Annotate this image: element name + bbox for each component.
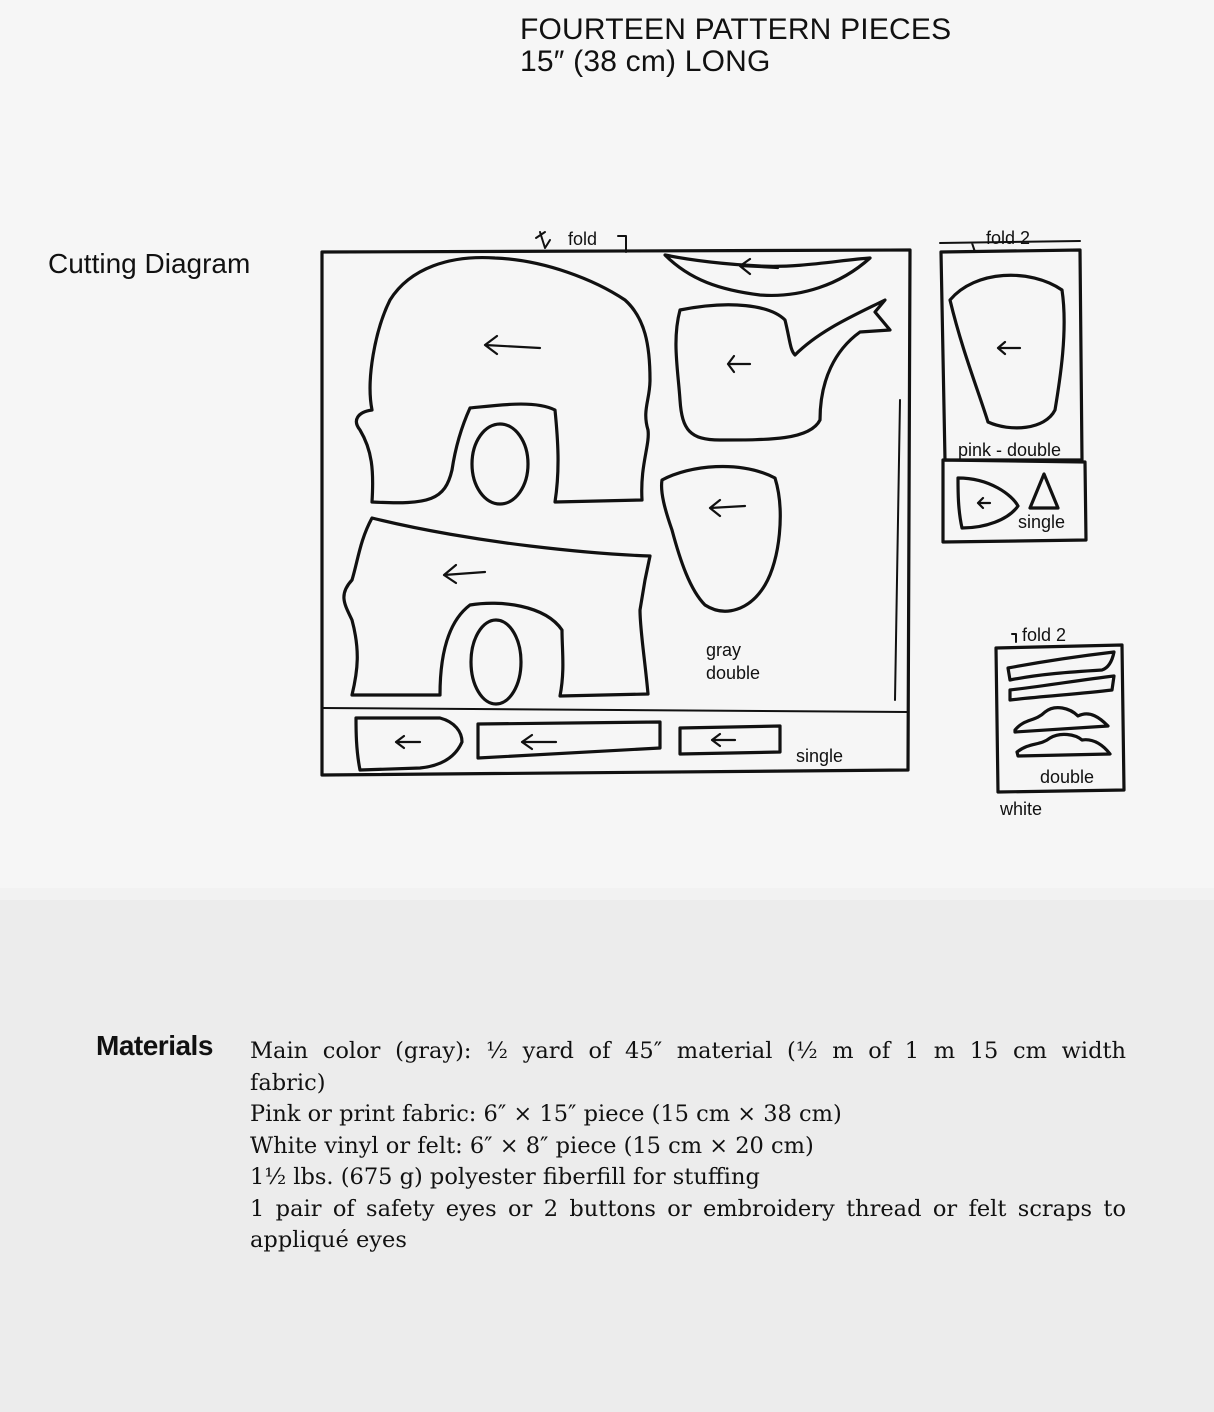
single-label-bottom: single bbox=[796, 746, 844, 766]
materials-item: fabric) bbox=[250, 1069, 326, 1096]
white-double-label: double bbox=[1040, 767, 1095, 787]
body-piece-2 bbox=[344, 518, 650, 696]
arrow-8 bbox=[712, 734, 735, 746]
main-frame-divider bbox=[322, 708, 908, 712]
arrow-5 bbox=[710, 500, 745, 516]
toenail-piece-1 bbox=[1015, 708, 1108, 732]
fold-2-top-label: fold 2 bbox=[986, 228, 1031, 248]
arrow-2 bbox=[444, 565, 485, 583]
fold-label: fold bbox=[568, 229, 598, 249]
gray-label: gray bbox=[706, 640, 742, 660]
materials-list bbox=[250, 1036, 1126, 1257]
hole-1 bbox=[472, 424, 528, 504]
materials-item: 1½ lbs. (675 g) polyester fiberfill for stuffing bbox=[250, 1164, 760, 1190]
main-frame-inner-line bbox=[895, 400, 900, 700]
strip-piece-1 bbox=[478, 722, 660, 758]
pink-triangle-piece bbox=[1030, 474, 1058, 508]
materials-item: White vinyl or felt: 6″ × 8″ piece (15 cm × 20 cm) bbox=[250, 1132, 814, 1159]
tusk-piece-2 bbox=[1010, 676, 1114, 700]
white-label: white bbox=[1000, 799, 1043, 819]
heading-line-1: FOURTEEN PATTERN PIECES bbox=[520, 13, 952, 46]
fold-2-bottom-label: fold 2 bbox=[1022, 625, 1067, 645]
fold-marker-left bbox=[536, 232, 550, 248]
single-label-right: single bbox=[1018, 512, 1066, 532]
arrow-4 bbox=[728, 356, 750, 372]
tusk-piece-1 bbox=[1008, 652, 1114, 680]
cutting-diagram-label: Cutting Diagram bbox=[48, 248, 251, 279]
arrow-6 bbox=[396, 736, 420, 748]
materials-item: 1 pair of safety eyes or 2 buttons or embroidery thread or felt scraps to bbox=[250, 1195, 1126, 1222]
gray-double-label: double bbox=[706, 663, 761, 683]
foot-piece bbox=[356, 718, 462, 770]
materials-title: Materials bbox=[96, 1030, 213, 1061]
materials-item: Main color (gray): ½ yard of 45″ material (½ m of 1 m 15 cm width bbox=[250, 1038, 1126, 1064]
pink-double-label: pink - double bbox=[958, 440, 1062, 460]
ear-piece bbox=[662, 466, 781, 611]
materials-item: Pink or print fabric: 6″ × 15″ piece (15 cm × 38 cm) bbox=[250, 1101, 842, 1127]
materials-item: appliqué eyes bbox=[250, 1227, 407, 1253]
crescent-piece bbox=[665, 255, 870, 295]
toenail-piece-2 bbox=[1017, 734, 1110, 756]
arrow-9 bbox=[998, 342, 1020, 354]
pink-cheek-piece bbox=[950, 275, 1064, 428]
white-fold-marker bbox=[1012, 634, 1016, 642]
heading-line-2: 15″ (38 cm) LONG bbox=[520, 45, 771, 78]
hole-2 bbox=[471, 620, 521, 704]
arrow-7 bbox=[522, 735, 556, 749]
body-piece-1 bbox=[356, 258, 650, 503]
tail-piece bbox=[676, 300, 890, 440]
arrow-10 bbox=[978, 498, 990, 508]
arrow-1 bbox=[485, 336, 540, 354]
